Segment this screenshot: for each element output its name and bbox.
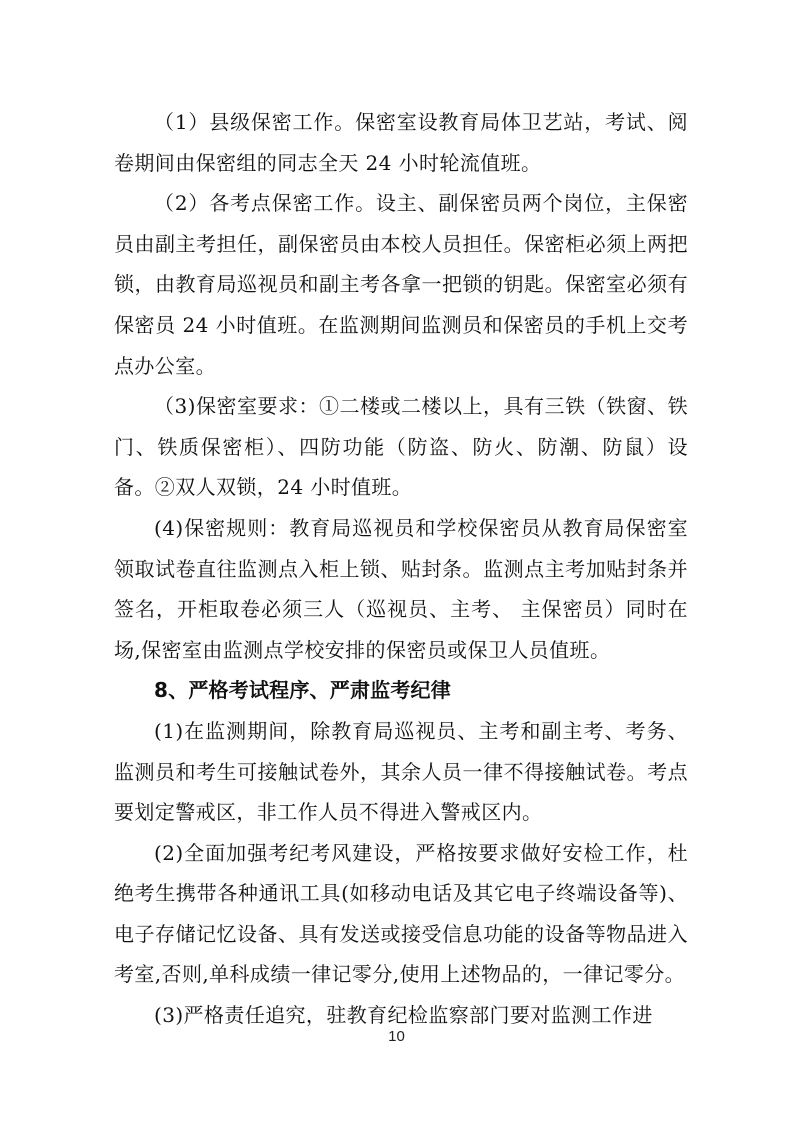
paragraph-exam-site-confidentiality: （2）各考点保密工作。设主、副保密员两个岗位，主保密员由副主考担任，副保密员由本校人员担任。保密柜必须上两把锁，由教育局巡视员和副主考各拿一把锁的钥匙。保密室必须有保密员 24 小时值班。在监测期间监测员和保密员的手机上交考点办公室。	[114, 191, 688, 378]
document-body	[114, 102, 688, 1036]
paragraph-confidentiality-rules: (4)保密规则：教育局巡视员和学校保密员从教育局保密室领取试卷直往监测点入柜上锁、贴封条。监测点主考加贴封条并签名，开柜取卷必须三人（巡视员、主考、 主保密员）同时在场,保密室由监测点学校安排的保密员或保卫人员值班。	[114, 515, 688, 662]
paragraph-exam-discipline: (2)全面加强考纪考风建设，严格按要求做好安检工作，杜绝考生携带各种通讯工具(如移动电话及其它电子终端设备等)、电子存储记忆设备、具有发送或接受信息功能的设备等物品进入考室,否则,单科成绩一律记零分,使用上述物品的，一律记零分。	[114, 840, 688, 987]
paragraph-exam-access: (1)在监测期间，除教育局巡视员、主考和副主考、考务、监测员和考生可接触试卷外，其余人员一律不得接触试卷。考点要划定警戒区，非工作人员不得进入警戒区内。	[114, 718, 688, 825]
paragraph-county-confidentiality: （1）县级保密工作。保密室设教育局体卫艺站，考试、阅卷期间由保密组的同志全天 24 小时轮流值班。	[114, 110, 688, 175]
section-heading: 8、严格考试程序、严肃监考纪律	[154, 678, 451, 703]
paragraph-confidential-room-requirements: （3)保密室要求：①二楼或二楼以上，具有三铁（铁窗、铁门、铁质保密柜）、四防功能（防盗、防火、防潮、防鼠）设备。②双人双锁，24 小时值班。	[114, 394, 688, 500]
page-number: 10	[388, 1028, 405, 1045]
paragraph-accountability: (3)严格责任追究，驻教育纪检监察部门要对监测工作进	[154, 1003, 653, 1028]
